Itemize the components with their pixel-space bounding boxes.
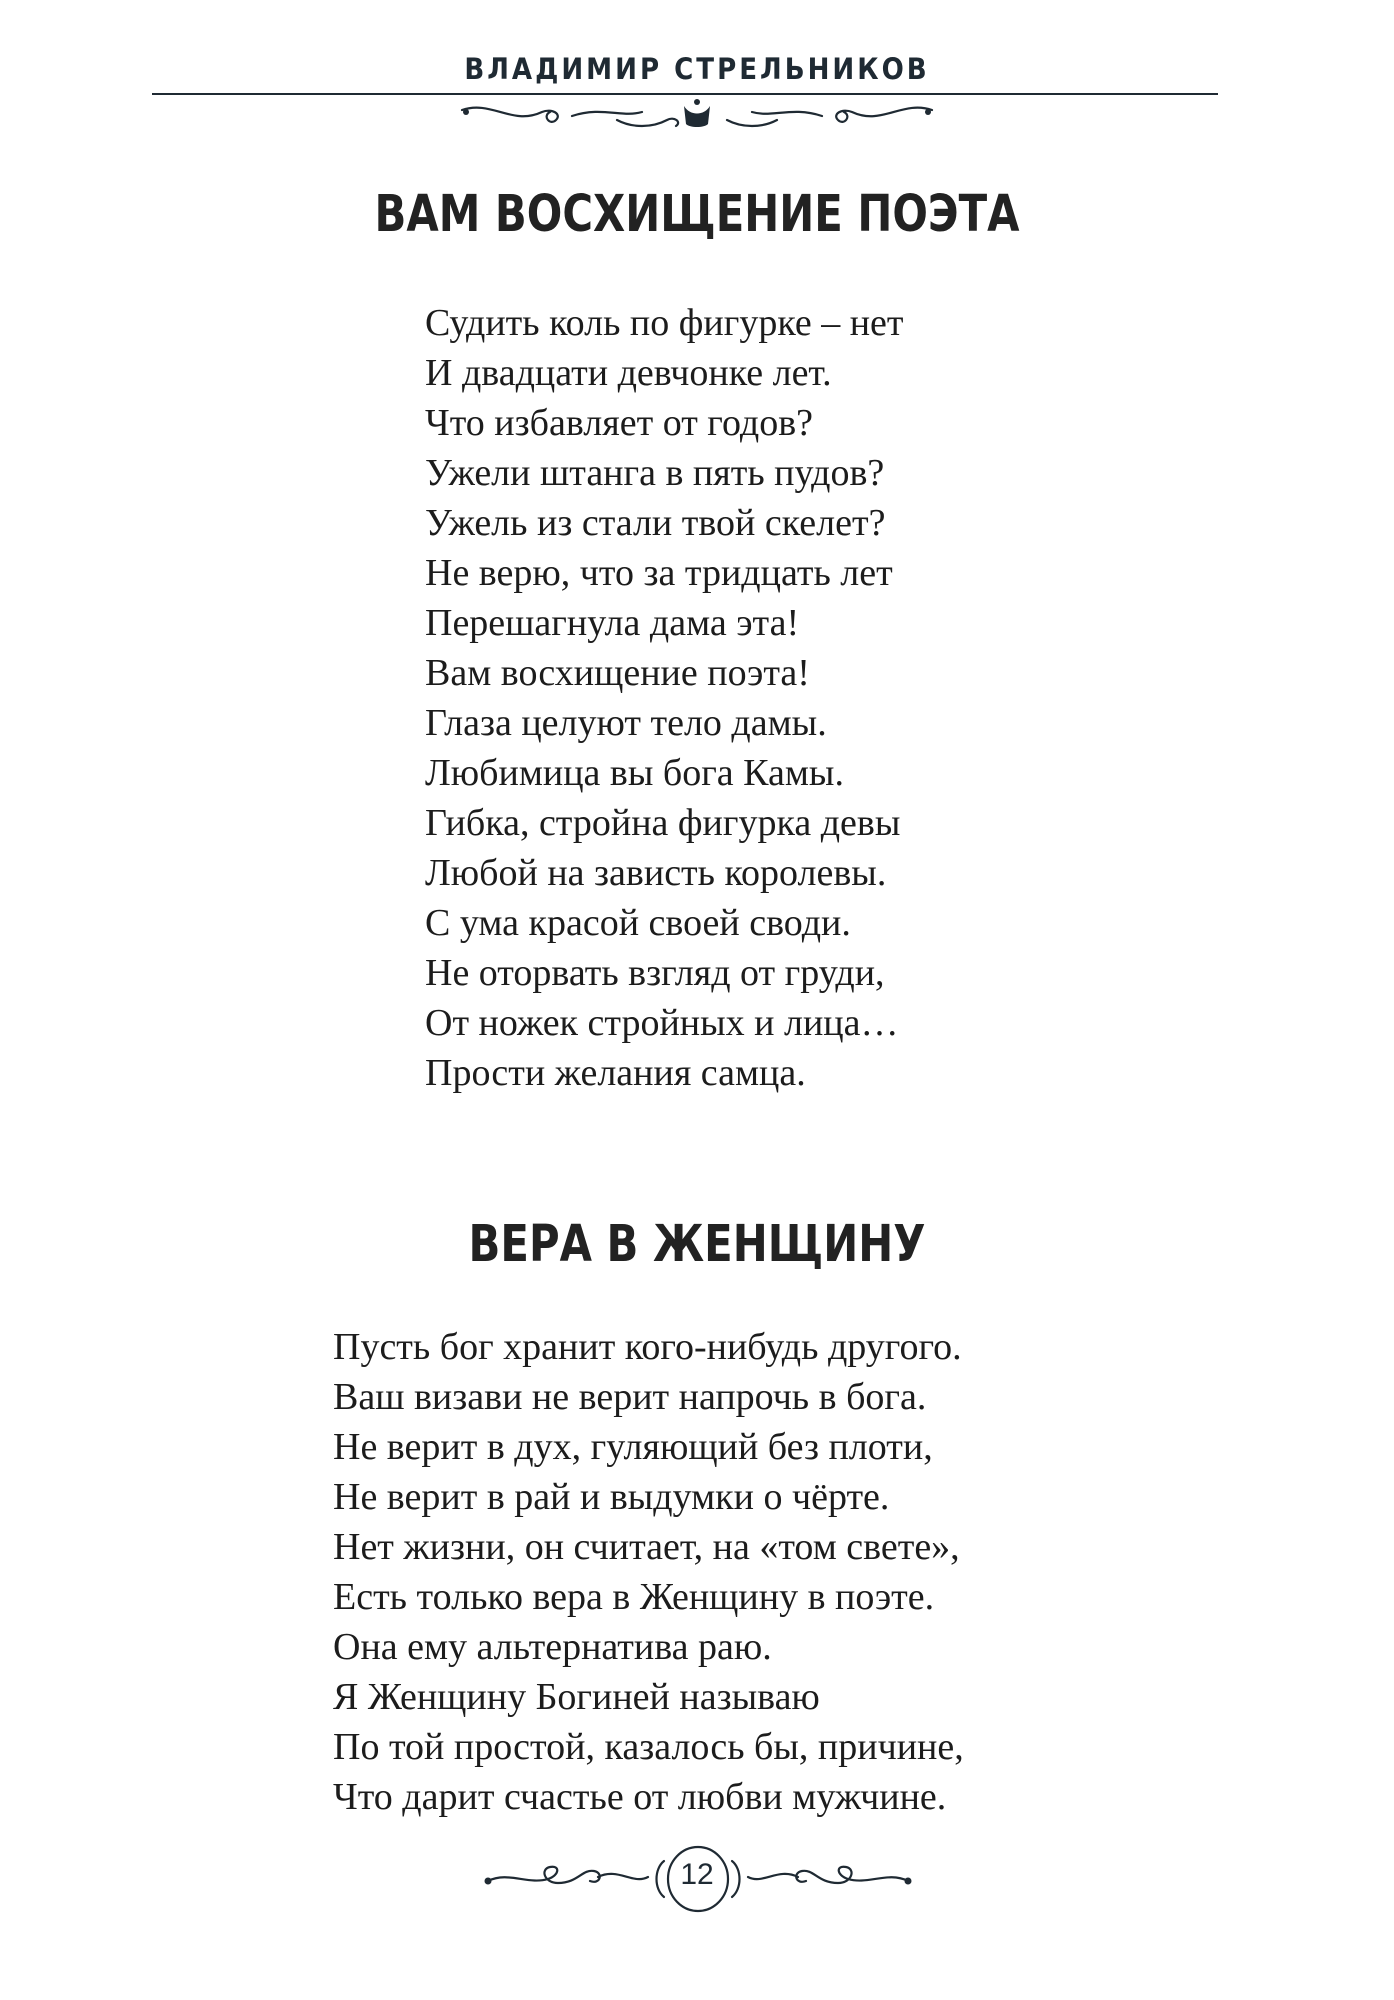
header-flourish-ornament	[452, 98, 942, 138]
poem-line: Любимица вы бога Камы.	[425, 752, 844, 794]
poem-line: Пусть бог хранит кого-нибудь другого.	[333, 1326, 962, 1368]
poem-line: Прости желания самца.	[425, 1052, 806, 1094]
poem-line: Любой на зависть королевы.	[425, 852, 887, 894]
poem-title: ВАМ ВОСХИЩЕНИЕ ПОЭТА	[374, 185, 1020, 244]
poem-line: Гибка, стройна фигурка девы	[425, 802, 901, 844]
poem-line: Нет жизни, он считает, на «том свете»,	[333, 1526, 960, 1568]
poem-body	[425, 298, 904, 1098]
poem-line: Не верю, что за тридцать лет	[425, 552, 893, 594]
poem-line: Есть только вера в Женщину в поэте.	[333, 1576, 935, 1618]
poem-line: Ужель из стали твой скелет?	[425, 502, 886, 544]
poem-line: Она ему альтернатива раю.	[333, 1626, 772, 1668]
poem-line: Ужели штанга в пять пудов?	[425, 452, 885, 494]
poem-line: Перешагнула дама эта!	[425, 602, 800, 644]
running-header-author: ВЛАДИМИР СТРЕЛЬНИКОВ	[464, 52, 930, 86]
poem-line: Ваш визави не верит напрочь в бога.	[333, 1376, 927, 1418]
poem-line: Я Женщину Богиней называю	[333, 1676, 820, 1718]
poem-line: Глаза целуют тело дамы.	[425, 702, 827, 744]
poem-line: Не оторвать взгляд от груди,	[425, 952, 885, 994]
poem-line: Не верит в дух, гуляющий без плоти,	[333, 1426, 933, 1468]
poem-title: ВЕРА В ЖЕНЩИНУ	[468, 1215, 926, 1274]
poem-line: Судить коль по фигурке – нет	[425, 302, 904, 344]
poem-line: Что дарит счастье от любви мужчине.	[333, 1776, 947, 1818]
header-rule	[152, 93, 1218, 95]
poem-line: И двадцати девчонке лет.	[425, 352, 832, 394]
page-number: 12	[680, 1858, 714, 1891]
poem-line: С ума красой своей своди.	[425, 902, 851, 944]
poem-line: По той простой, казалось бы, причине,	[333, 1726, 964, 1768]
poem-line: Вам восхищение поэта!	[425, 652, 810, 694]
poem-line: От ножек стройных и лица…	[425, 1002, 899, 1044]
poem-line: Не верит в рай и выдумки о чёрте.	[333, 1476, 890, 1518]
poem-line: Что избавляет от годов?	[425, 402, 813, 444]
poem-body	[333, 1322, 964, 1822]
